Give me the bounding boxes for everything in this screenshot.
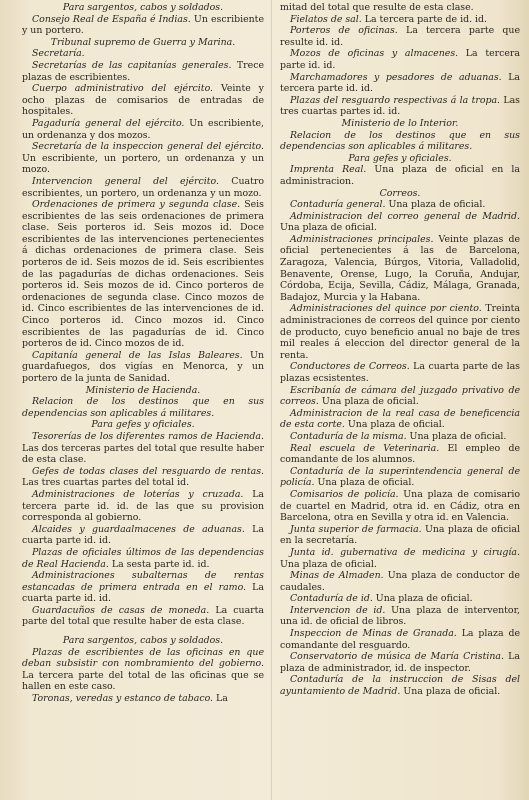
heading-text: Ministerio de Hacienda.: [85, 384, 201, 396]
entry-text: Veinte y ocho plazas de comisarios de entradas de hospitales.: [22, 83, 264, 118]
entry-paragraph: [280, 361, 520, 384]
heading-text: Para gefes y oficiales.: [348, 152, 452, 164]
entry-text: La: [213, 693, 228, 705]
entry-text: Una plaza de oficial.: [314, 477, 415, 489]
entry-paragraph: [22, 647, 264, 693]
entry-text: Un guardafuegos, dos vigías en Menorca, y un portero de la junta de Sanidad.: [22, 349, 264, 384]
section-heading: [22, 37, 264, 49]
entry-paragraph: [22, 693, 264, 705]
entry-text: La tercera parte id. id. de las que su provision corresponda al gobierno.: [22, 488, 264, 524]
entry-paragraph: [280, 674, 520, 697]
entry-paragraph: [22, 489, 264, 524]
entry-text: Las tres cuartas partes del total id.: [22, 477, 190, 489]
entry-text: Cuatro escribientes, un portero, un ordenanza y un mozo.: [22, 175, 264, 199]
entry-title: Plazas de oficiales últimos de las dependencias de Real Hacienda.: [22, 546, 264, 570]
entry-text: La cuarta parte id. id.: [22, 581, 264, 605]
heading-text: Tribunal supremo de Guerra y Marina.: [50, 36, 236, 48]
entry-paragraph: [22, 141, 264, 176]
entry-title: Administraciones subalternas de rentas estancadas de primera entrada en el ramo.: [22, 570, 264, 593]
entry-title: Inspeccion de Minas de Granada.: [290, 628, 457, 640]
section-heading: [22, 2, 264, 14]
entry-title: Escribanía de cámara del juzgado privativo de correos.: [280, 384, 520, 408]
entry-text: Las tres cuartas partes id. id.: [280, 94, 520, 118]
entry-title: Relacion de los destinos que en sus dependencias son aplicables á militares.: [22, 396, 264, 419]
entry-title: Secretaría.: [32, 48, 85, 60]
entry-title: Contaduría general.: [290, 199, 386, 211]
entry-paragraph: [280, 524, 520, 547]
entry-title: Porteros de oficinas.: [290, 25, 398, 37]
entry-paragraph: [280, 303, 520, 361]
entry-text: La cuarta parte id. id.: [22, 523, 264, 547]
section-heading: [280, 188, 520, 200]
entry-title: Conductores de Correos.: [290, 361, 410, 373]
entry-title: Relacion de los destinos que en sus dependencias son aplicables á militares.: [280, 129, 520, 153]
entry-title: Secretarías de las capitanías generales.: [32, 59, 232, 71]
entry-title: Tesorerías de los diferentes ramos de Hacienda.: [32, 430, 264, 442]
entry-text: La plaza de administrador, id. de inspector.: [280, 651, 520, 674]
entry-title: Alcaides y guardaalmacenes de aduanas.: [32, 523, 245, 535]
entry-text: Una plaza de oficial.: [344, 419, 445, 431]
entry-paragraph: [22, 60, 264, 83]
entry-title: Ordenaciones de primera y segunda clase.: [32, 199, 241, 211]
entry-title: Intervencion general del ejército.: [32, 175, 219, 187]
entry-paragraph: [280, 164, 520, 187]
entry-title: Marchamadores y pesadores de aduanas.: [290, 71, 502, 83]
entry-paragraph: [280, 443, 520, 466]
entry-text: La sesta parte id. id.: [108, 558, 210, 570]
entry-paragraph: [280, 489, 520, 524]
entry-title: Contaduría de la misma.: [290, 430, 407, 442]
entry-title: Secretaría de la inspeccion general del ejército.: [32, 141, 264, 153]
entry-text: Treinta administraciones de correos del quince por ciento de producto, cuyo beneficio anual no baje de tres mil reales á eleccion del director general de la renta.: [280, 303, 520, 361]
heading-text: Para gefes y oficiales.: [91, 419, 195, 431]
entry-paragraph: [280, 48, 520, 71]
entry-text: Una plaza de conductor de caudales.: [280, 570, 520, 593]
entry-text: La tercera parte de id. id.: [361, 13, 488, 25]
entry-text: Veinte plazas de oficial pertenecientes á las de Barcelona, Zaragoza, Valencia, Búrgos, Vitoria, Valladolid, Benavente, Orense, Lugo, la Coruña, Andujar, Córdoba, Ecija, Sevilla, Cádiz, Málaga, Granada, Badajoz, Murcia y la Habana.: [280, 233, 520, 303]
entry-title: Plazas del resguardo respectivas á la tropa.: [290, 94, 501, 106]
entry-text: Un escribiente y un portero.: [22, 13, 264, 37]
entry-text: La tercera parte id. id.: [280, 71, 520, 95]
entry-text: Las dos terceras partes del total que resulte haber de esta clase.: [22, 442, 264, 466]
entry-title: Junta id. gubernativa de medicina y cirugía.: [290, 546, 520, 558]
entry-text: La cuarta parte de las plazas ecsistentes.: [280, 361, 520, 384]
entry-paragraph: [22, 199, 264, 350]
entry-text: Seis escribientes de las seis ordenaciones de primera clase. Seis porteros id. Seis mozos id. Doce escribientes de las intervenciones pertenecientes á dichas ordenaciones de primera clase. Seis porteros de id. Seis mozos de id. Seis escribientes de las pagadurías de dichas ordenaciones. Seis porteros id. Seis mozos de id. Cinco porteros de ordenaciones de segunda clase. Cinco mozos de id. Cinco escribientes de las intervenciones de id. Cinco porteros id. Cinco mozos id. Cinco escribientes de las pagadurías de id. Cinco porteros de id. Cinco mozos de id.: [22, 199, 264, 350]
entry-title: Capitanía general de las Islas Baleares.: [32, 349, 243, 361]
entry-paragraph: [22, 118, 264, 141]
entry-title: Administraciones principales.: [290, 233, 434, 245]
entry-title: Cuerpo administrativo del ejército.: [32, 83, 214, 95]
entry-title: Conservatorio de música de María Cristina.: [290, 651, 504, 663]
section-heading: [22, 385, 264, 397]
entry-paragraph: [280, 14, 520, 26]
entry-text: Una plaza de comisario de cuartel en Madrid, otra id. en Cádiz, otra en Barcelona, otra en Sevilla y otra id. en Valencia.: [280, 488, 520, 524]
entry-title: Mozos de oficinas y almacenes.: [290, 48, 459, 60]
entry-text: mitad del total que resulte de esta clase.: [280, 2, 474, 13]
entry-paragraph: [280, 234, 520, 304]
entry-paragraph: [280, 593, 520, 605]
entry-paragraph: [22, 570, 264, 605]
entry-text: La cuarta parte del total que resulte haber de esta clase.: [22, 604, 264, 628]
entry-paragraph: [22, 396, 264, 419]
section-heading: [280, 153, 520, 165]
entry-paragraph: [22, 48, 264, 60]
entry-paragraph: [280, 408, 520, 431]
entry-title: Toronas, veredas y estanco de tabaco.: [32, 693, 214, 705]
entry-text: La plaza de comandante del resguardo.: [280, 628, 520, 651]
entry-text: Una plaza de oficial.: [372, 593, 473, 605]
section-heading: [22, 419, 264, 431]
entry-paragraph: [22, 431, 264, 466]
entry-text: Una plaza de oficial.: [280, 222, 377, 234]
entry-paragraph: [280, 95, 520, 118]
entry-title: Contaduría de la superintendencia general de policía.: [280, 465, 520, 489]
entry-paragraph: [280, 570, 520, 593]
entry-text: Una plaza de interventor, una id. de oficial de libros.: [280, 604, 520, 628]
entry-paragraph: [280, 385, 520, 408]
entry-text: Trece plazas de escribientes.: [22, 59, 264, 83]
entry-title: Fielatos de sal.: [290, 13, 362, 25]
entry-paragraph: [280, 466, 520, 489]
entry-title: Imprenta Real.: [290, 164, 367, 176]
entry-text: Un escribiente, un portero, un ordenanza y un mozo.: [22, 152, 264, 176]
entry-title: Administraciones de loterías y cruzada.: [32, 488, 244, 500]
entry-paragraph: [22, 350, 264, 385]
entry-title: Plazas de escribientes de las oficinas en que deban subsistir con nombramiento del gobierno.: [22, 646, 264, 670]
entry-text: Una plaza de oficial en la administracion.: [280, 164, 520, 187]
entry-text: Una plaza de oficial.: [400, 686, 501, 698]
entry-title: Comisarios de policía.: [290, 488, 399, 500]
entry-text: Una plaza de oficial.: [318, 396, 419, 408]
section-heading: [22, 635, 264, 647]
entry-paragraph: [280, 130, 520, 153]
entry-title: Real escuela de Veterinaria.: [290, 442, 440, 454]
heading-text: Ministerio de lo Interior.: [341, 117, 459, 129]
heading-text: Correos.: [379, 187, 421, 199]
entry-paragraph: [22, 176, 264, 199]
heading-text: Para sargentos, cabos y soldados.: [62, 635, 224, 647]
entry-title: Junta superior de farmacia.: [290, 523, 422, 535]
entry-title: Gefes de todas clases del resguardo de rentas.: [32, 465, 264, 477]
entry-paragraph: [280, 72, 520, 95]
entry-paragraph: [280, 547, 520, 570]
entry-text: Una plaza de oficial.: [385, 199, 486, 211]
entry-title: Contaduría de id.: [290, 593, 373, 605]
entry-text: Un escribiente, un ordenanza y dos mozos.: [22, 117, 264, 141]
entry-title: Administracion de la real casa de beneficencia de esta corte.: [280, 407, 520, 431]
right-column: [280, 2, 520, 796]
left-column: [22, 2, 264, 796]
entry-paragraph: [22, 14, 264, 37]
entry-paragraph: [22, 83, 264, 118]
entry-text: El empleo de comandante de los alumnos.: [280, 442, 520, 466]
heading-text: Para sargentos, cabos y soldados.: [62, 2, 224, 13]
entry-title: Pagaduría general del ejército.: [32, 117, 185, 129]
entry-paragraph: [280, 25, 520, 48]
entry-title: Intervencion de id.: [290, 604, 386, 616]
continuation-text: [280, 2, 520, 14]
entry-title: Consejo Real de España é Indias.: [32, 13, 191, 25]
entry-paragraph: [280, 211, 520, 234]
entry-text: Una plaza de oficial.: [406, 430, 507, 442]
entry-paragraph: [22, 524, 264, 547]
column-gutter: [271, 0, 272, 800]
entry-text: La tercera parte id. id.: [280, 48, 520, 71]
entry-paragraph: [280, 628, 520, 651]
entry-paragraph: [22, 547, 264, 570]
entry-title: Guardacuños de casas de moneda.: [32, 604, 210, 616]
entry-paragraph: [22, 605, 264, 628]
entry-paragraph: [22, 466, 264, 489]
spacer: [22, 628, 264, 635]
entry-paragraph: [280, 199, 520, 211]
entry-paragraph: [280, 605, 520, 628]
entry-text: Una plaza de oficial en la secretaría.: [280, 523, 520, 547]
entry-paragraph: [280, 651, 520, 674]
section-heading: [280, 118, 520, 130]
entry-title: Administracion del correo general de Madrid.: [290, 210, 520, 222]
entry-title: Administraciones del quince por ciento.: [290, 303, 482, 315]
entry-text: Una plaza de oficial.: [280, 558, 377, 570]
entry-text: La tercera parte que resulte id. id.: [280, 25, 520, 48]
entry-text: La tercera parte del total de las oficinas que se hallen en este caso.: [22, 669, 264, 693]
entry-title: Minas de Almaden.: [290, 570, 384, 582]
entry-paragraph: [280, 431, 520, 443]
entry-title: Contaduría de la instruccion de Sisas del ayuntamiento de Madrid.: [280, 674, 520, 698]
